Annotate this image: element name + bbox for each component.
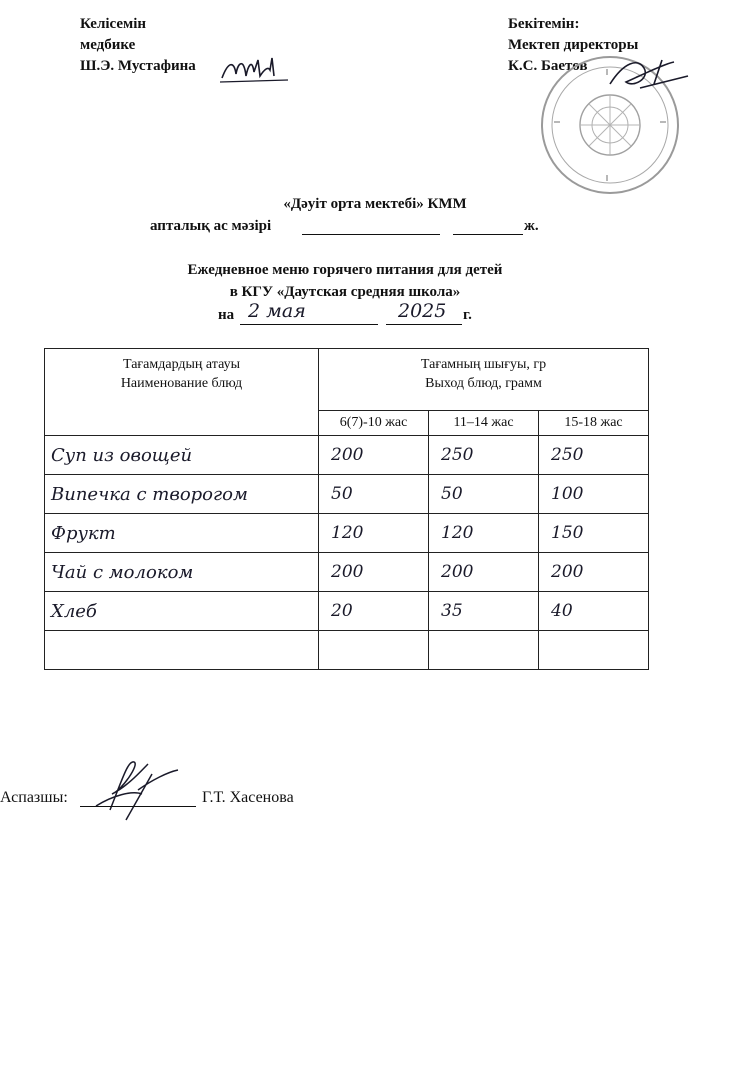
yield-age-3: 100 (539, 475, 649, 514)
dish-name (45, 631, 319, 670)
title-kz-line1: «Дәуіт орта мектебі» КММ (283, 196, 467, 212)
day-blank (240, 324, 378, 325)
left-header-line3: Ш.Э. Мустафина (80, 58, 196, 74)
yield-age-2: 200 (429, 553, 539, 592)
cook-name: Г.Т. Хасенова (202, 789, 294, 806)
date-year: 2025 (398, 300, 447, 322)
age-group-3: 15-18 жас (539, 411, 649, 436)
cook-signature (82, 750, 182, 826)
year-blank (453, 234, 523, 235)
yield-age-2: 250 (429, 436, 539, 475)
col2-ru: Выход блюд, грамм (425, 376, 542, 391)
title-kz-suffix: ж. (524, 218, 539, 234)
table-row (45, 553, 649, 592)
title-ru-line2: в КГУ «Даутская средняя школа» (229, 284, 461, 300)
left-header-line1: Келісемін (80, 16, 147, 32)
right-header-line2: Мектеп директоры (508, 37, 639, 53)
cook-label: Аспазшы: (0, 789, 68, 806)
yield-age-3: 250 (539, 436, 649, 475)
yield-age-2: 120 (429, 514, 539, 553)
nurse-signature (218, 52, 290, 88)
title-kz-line2-label: апталық ас мәзірі (150, 218, 272, 234)
yield-age-1: 50 (319, 475, 429, 514)
dish-name: Випечка с творогом (45, 475, 319, 514)
table-row (45, 475, 649, 514)
left-header-line2: медбике (80, 37, 136, 53)
menu-table (44, 348, 649, 670)
date-prefix: на (218, 307, 235, 323)
yield-age-2 (429, 631, 539, 670)
right-header-line1: Бекітемін: (508, 16, 580, 32)
yield-age-3: 200 (539, 553, 649, 592)
right-header-line3: К.С. Баетов (508, 58, 588, 74)
table-row (45, 592, 649, 631)
yield-age-1: 200 (319, 436, 429, 475)
dish-name: Фрукт (45, 514, 319, 553)
date-day: 2 мая (248, 300, 306, 322)
yield-age-1 (319, 631, 429, 670)
yield-header (319, 349, 649, 411)
age-group-2: 11–14 жас (429, 411, 539, 436)
yield-age-1: 200 (319, 553, 429, 592)
yield-age-2: 50 (429, 475, 539, 514)
yield-age-3: 150 (539, 514, 649, 553)
col2-kz: Тағамның шығуы, гр (420, 357, 547, 372)
table-row (45, 436, 649, 475)
yield-age-1: 120 (319, 514, 429, 553)
col1-kz: Тағамдардың атауы (123, 357, 240, 372)
yield-age-1: 20 (319, 592, 429, 631)
dish-name: Суп из овощей (45, 436, 319, 475)
dish-name-header (45, 349, 319, 436)
table-row (45, 514, 649, 553)
table-header-row (45, 349, 649, 411)
dish-name: Чай с молоком (45, 553, 319, 592)
date-year-blank (386, 324, 462, 325)
cook-signature-line (80, 806, 196, 807)
yield-age-3 (539, 631, 649, 670)
approval-left (80, 14, 196, 77)
yield-age-3: 40 (539, 592, 649, 631)
title-ru-line1: Ежедневное меню горячего питания для детей (187, 262, 503, 278)
age-group-1: 6(7)-10 жас (319, 411, 429, 436)
week-blank (302, 234, 440, 235)
table-row-empty (45, 631, 649, 670)
dish-name: Хлеб (45, 592, 319, 631)
yield-age-2: 35 (429, 592, 539, 631)
col1-ru: Наименование блюд (120, 376, 243, 391)
director-signature (604, 54, 694, 94)
date-suffix: г. (463, 307, 472, 323)
